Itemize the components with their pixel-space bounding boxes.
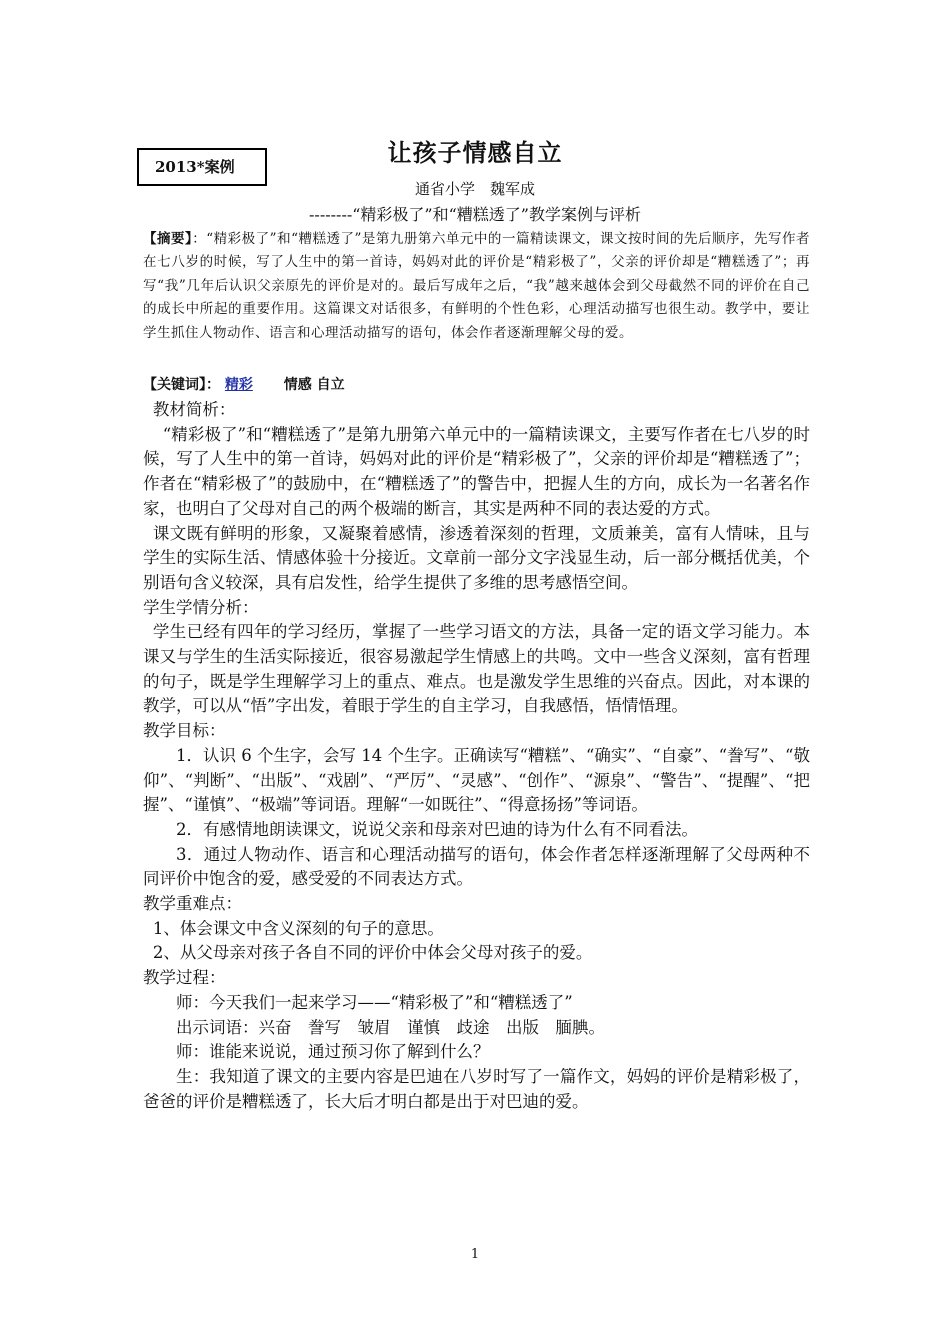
section-heading-goals: 教学目标：	[143, 721, 226, 741]
process-line: 出示词语：兴奋 誊写 皱眉 谨慎 歧途 出版 腼腆。	[176, 1017, 605, 1037]
page-number: 1	[470, 1247, 480, 1262]
section-heading-material: 教材简析：	[152, 400, 236, 419]
process-line: 师：今天我们一起来学习——“精彩极了”和“糟糕透了”	[176, 992, 573, 1012]
document-body	[143, 398, 810, 1114]
keyword-link[interactable]: 精彩	[224, 377, 253, 393]
paragraph: 学生已经有四年的学习经历，掌握了一些学习语文的方法，具备一定的语文学习能力。本课又与学生的生活实际接近，很容易激起学生情感上的共鸣。文中一些含义深刻，富有哲理的句子，既是学生理解学习上的重点、难点。也是激发学生思维的兴奋点。因此，对本课的教学，可以从“悟”字出发，着眼于学生的自主学习，自我感悟，悟情悟理。	[143, 622, 810, 716]
goal-item: 3．通过人物动作、语言和心理活动描写的语句，体会作者怎样逐渐理解了父母两种不同评价中饱含的爱，感受爱的不同表达方式。	[143, 844, 810, 889]
abstract	[143, 228, 810, 345]
keywords-label: 【关键词】：	[143, 377, 220, 393]
goal-item: 1．认识 6 个生字，会写 14 个生字。正确读写“糟糕”、“确实”、“自豪”、“誊写”、“敬仰”、“判断”、“出版”、“戏剧”、“严厉”、“灵感”、“创作”、“源泉”、“警告”、“提醒”、“把握”、“谨慎”、“极端”等词语。理解“一如既往”、“得意扬扬”等词语。	[143, 745, 810, 815]
case-tag-box: 2013*案例	[137, 148, 267, 186]
abstract-label: 【摘要】	[143, 231, 193, 247]
goal-item: 2．有感情地朗读课文，说说父亲和母亲对巴迪的诗为什么有不同看法。	[176, 819, 698, 839]
page-title: 让孩子情感自立	[387, 138, 563, 167]
section-heading-key: 教学重难点：	[143, 894, 242, 914]
paragraph: “精彩极了”和“糟糕透了”是第九册第六单元中的一篇精读课文，主要写作者在七八岁的时候，写了人生中的第一首诗，妈妈对此的评价是“精彩极了”，父亲的评价却是“糟糕透了”；作者在“精彩极了”的鼓励中，在“糟糕透了”的警告中，把握人生的方向，成长为一名著名作家，也明白了父母对自己的两个极端的断言，其实是两种不同的表达爱的方式。	[143, 424, 810, 518]
section-heading-process: 教学过程：	[143, 968, 226, 988]
section-heading-student: 学生学情分析：	[143, 597, 259, 617]
keyword-text: 情感 自立	[283, 377, 345, 393]
paragraph: 课文既有鲜明的形象，又凝聚着感情，渗透着深刻的哲理，文质兼美，富有人情味，且与学生的实际生活、情感体验十分接近。文章前一部分文字浅显生动，后一部分概括优美，个别语句含义较深，具有启发性，给学生提供了多维的思考感悟空间。	[143, 523, 810, 592]
process-line: 师：谁能来说说，通过预习你了解到什么？	[176, 1042, 490, 1062]
author-line: 通省小学 魏军成	[414, 180, 535, 198]
process-line: 生：我知道了课文的主要内容是巴迪在八岁时写了一篇作文，妈妈的评价是精彩极了，爸爸的评价是糟糕透了，长大后才明白都是出于对巴迪的爱。	[143, 1066, 810, 1111]
key-item: 2、从父母亲对孩子各自不同的评价中体会父母对孩子的爱。	[152, 943, 593, 963]
abstract-text: ：“精彩极了”和“糟糕透了”是第九册第六单元中的一篇精读课文，课文按时间的先后顺序，先写作者在七八岁的时候，写了人生中的第一首诗，妈妈对此的评价是“精彩极了”，父亲的评价却是“糟糕透了”；再写“我”几年后认识父亲原先的评价是对的。最后写成年之后，“我”越来越体会到父母截然不同的评价在自己的成长中所起的重要作用。这篇课文对话很多，有鲜明的个性色彩，心理活动描写也很生动。教学中，要让学生抓住人物动作、语言和心理活动描写的语句，体会作者逐渐理解父母的爱。	[143, 231, 810, 341]
key-item: 1、体会课文中含义深刻的句子的意思。	[152, 918, 444, 938]
subtitle: --------“精彩极了”和“糟糕透了”教学案例与评析	[309, 205, 641, 224]
keywords	[143, 374, 345, 394]
